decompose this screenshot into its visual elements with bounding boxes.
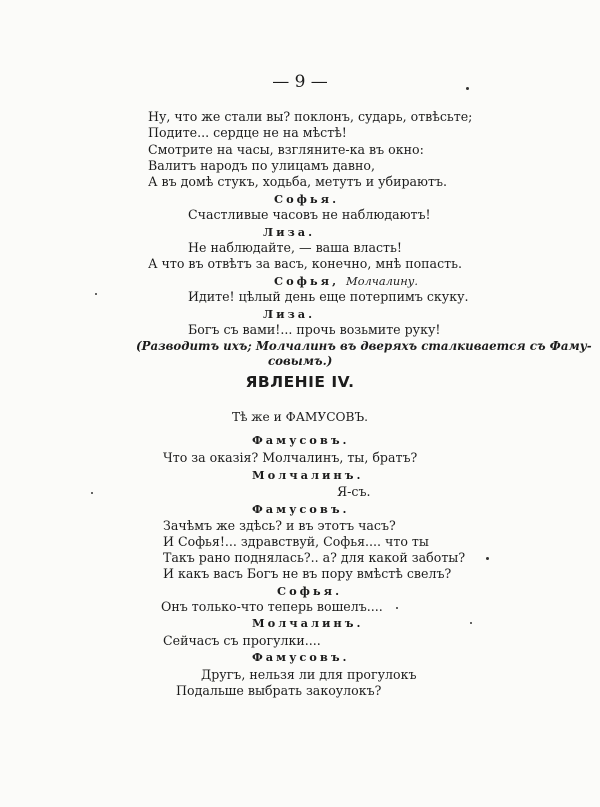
verse-line: А что въ отвѣтъ за васъ, конечно, мнѣ попасть. [148, 256, 462, 271]
speaker-direction: Молчалину. [346, 274, 419, 288]
scan-speck [486, 557, 489, 560]
scene-heading: ЯВЛЕНIЕ IV. [245, 373, 355, 391]
verse-line: Богъ съ вами!... прочь возьмите руку! [188, 322, 441, 337]
verse-line: Смотрите на часы, взгляните-ка въ окно: [148, 142, 424, 157]
speaker-name: Лиза. [263, 307, 316, 321]
verse-line: Подальше выбрать закоулокъ? [176, 683, 382, 698]
scan-speck [95, 293, 97, 295]
verse-line: Подите... сердце не на мѣстѣ! [148, 125, 347, 140]
scan-speck [470, 622, 472, 624]
scan-speck [396, 607, 398, 609]
verse-line: Валитъ народъ по улицамъ давно, [148, 158, 375, 173]
speaker-name-text: Софья, [274, 274, 340, 288]
verse-line: Счастливые часовъ не наблюдаютъ! [188, 207, 431, 222]
verse-line: Не наблюдайте, — ваша власть! [188, 240, 402, 255]
verse-line: Сейчасъ съ прогулки.... [163, 633, 321, 648]
verse-line: Такъ рано поднялась?.. а? для какой заботы? [163, 550, 466, 565]
verse-line: И какъ васъ Богъ не въ пору вмѣстѣ свелъ? [163, 566, 452, 581]
verse-line: А въ домѣ стукъ, ходьба, метутъ и убираютъ. [148, 174, 447, 189]
speaker-name: Фамусовъ. [252, 502, 350, 516]
verse-line: Идите! цѣлый день еще потерпимъ скуку. [188, 289, 469, 304]
speaker-name: Фамусовъ. [252, 650, 350, 664]
speaker-name [274, 274, 418, 288]
speaker-name: Молчалинъ. [252, 468, 364, 482]
verse-line: Онъ только-что теперь вошелъ.... [161, 599, 383, 614]
speaker-name: Софья. [274, 192, 340, 206]
verse-line: Зачѣмъ же здѣсь? и въ этотъ часъ? [163, 518, 396, 533]
scan-speck [466, 87, 469, 90]
scene-cast: Тѣ же и ФАМУСОВЪ. [231, 410, 369, 424]
verse-line: Ну, что же стали вы? поклонъ, сударь, отвѣсьте; [148, 109, 473, 124]
speaker-name: Молчалинъ. [252, 616, 364, 630]
verse-line: И Софья!... здравствуй, Софья.... что ты [163, 534, 429, 549]
speaker-name: Фамусовъ. [252, 433, 350, 447]
stage-direction: (Разводитъ ихъ; Молчалинъ въ дверяхъ сталкивается съ Фаму- [136, 339, 592, 353]
page-number: — 9 — [272, 72, 328, 92]
scan-speck [91, 492, 93, 494]
speaker-name: Лиза. [263, 225, 316, 239]
stage-direction: совымъ.) [268, 354, 333, 368]
speaker-name: Софья. [277, 584, 343, 598]
verse-line: Я-съ. [337, 484, 371, 499]
verse-line: Что за оказiя? Молчалинъ, ты, братъ? [163, 450, 418, 465]
verse-line: Другъ, нельзя ли для прогулокъ [201, 667, 417, 682]
